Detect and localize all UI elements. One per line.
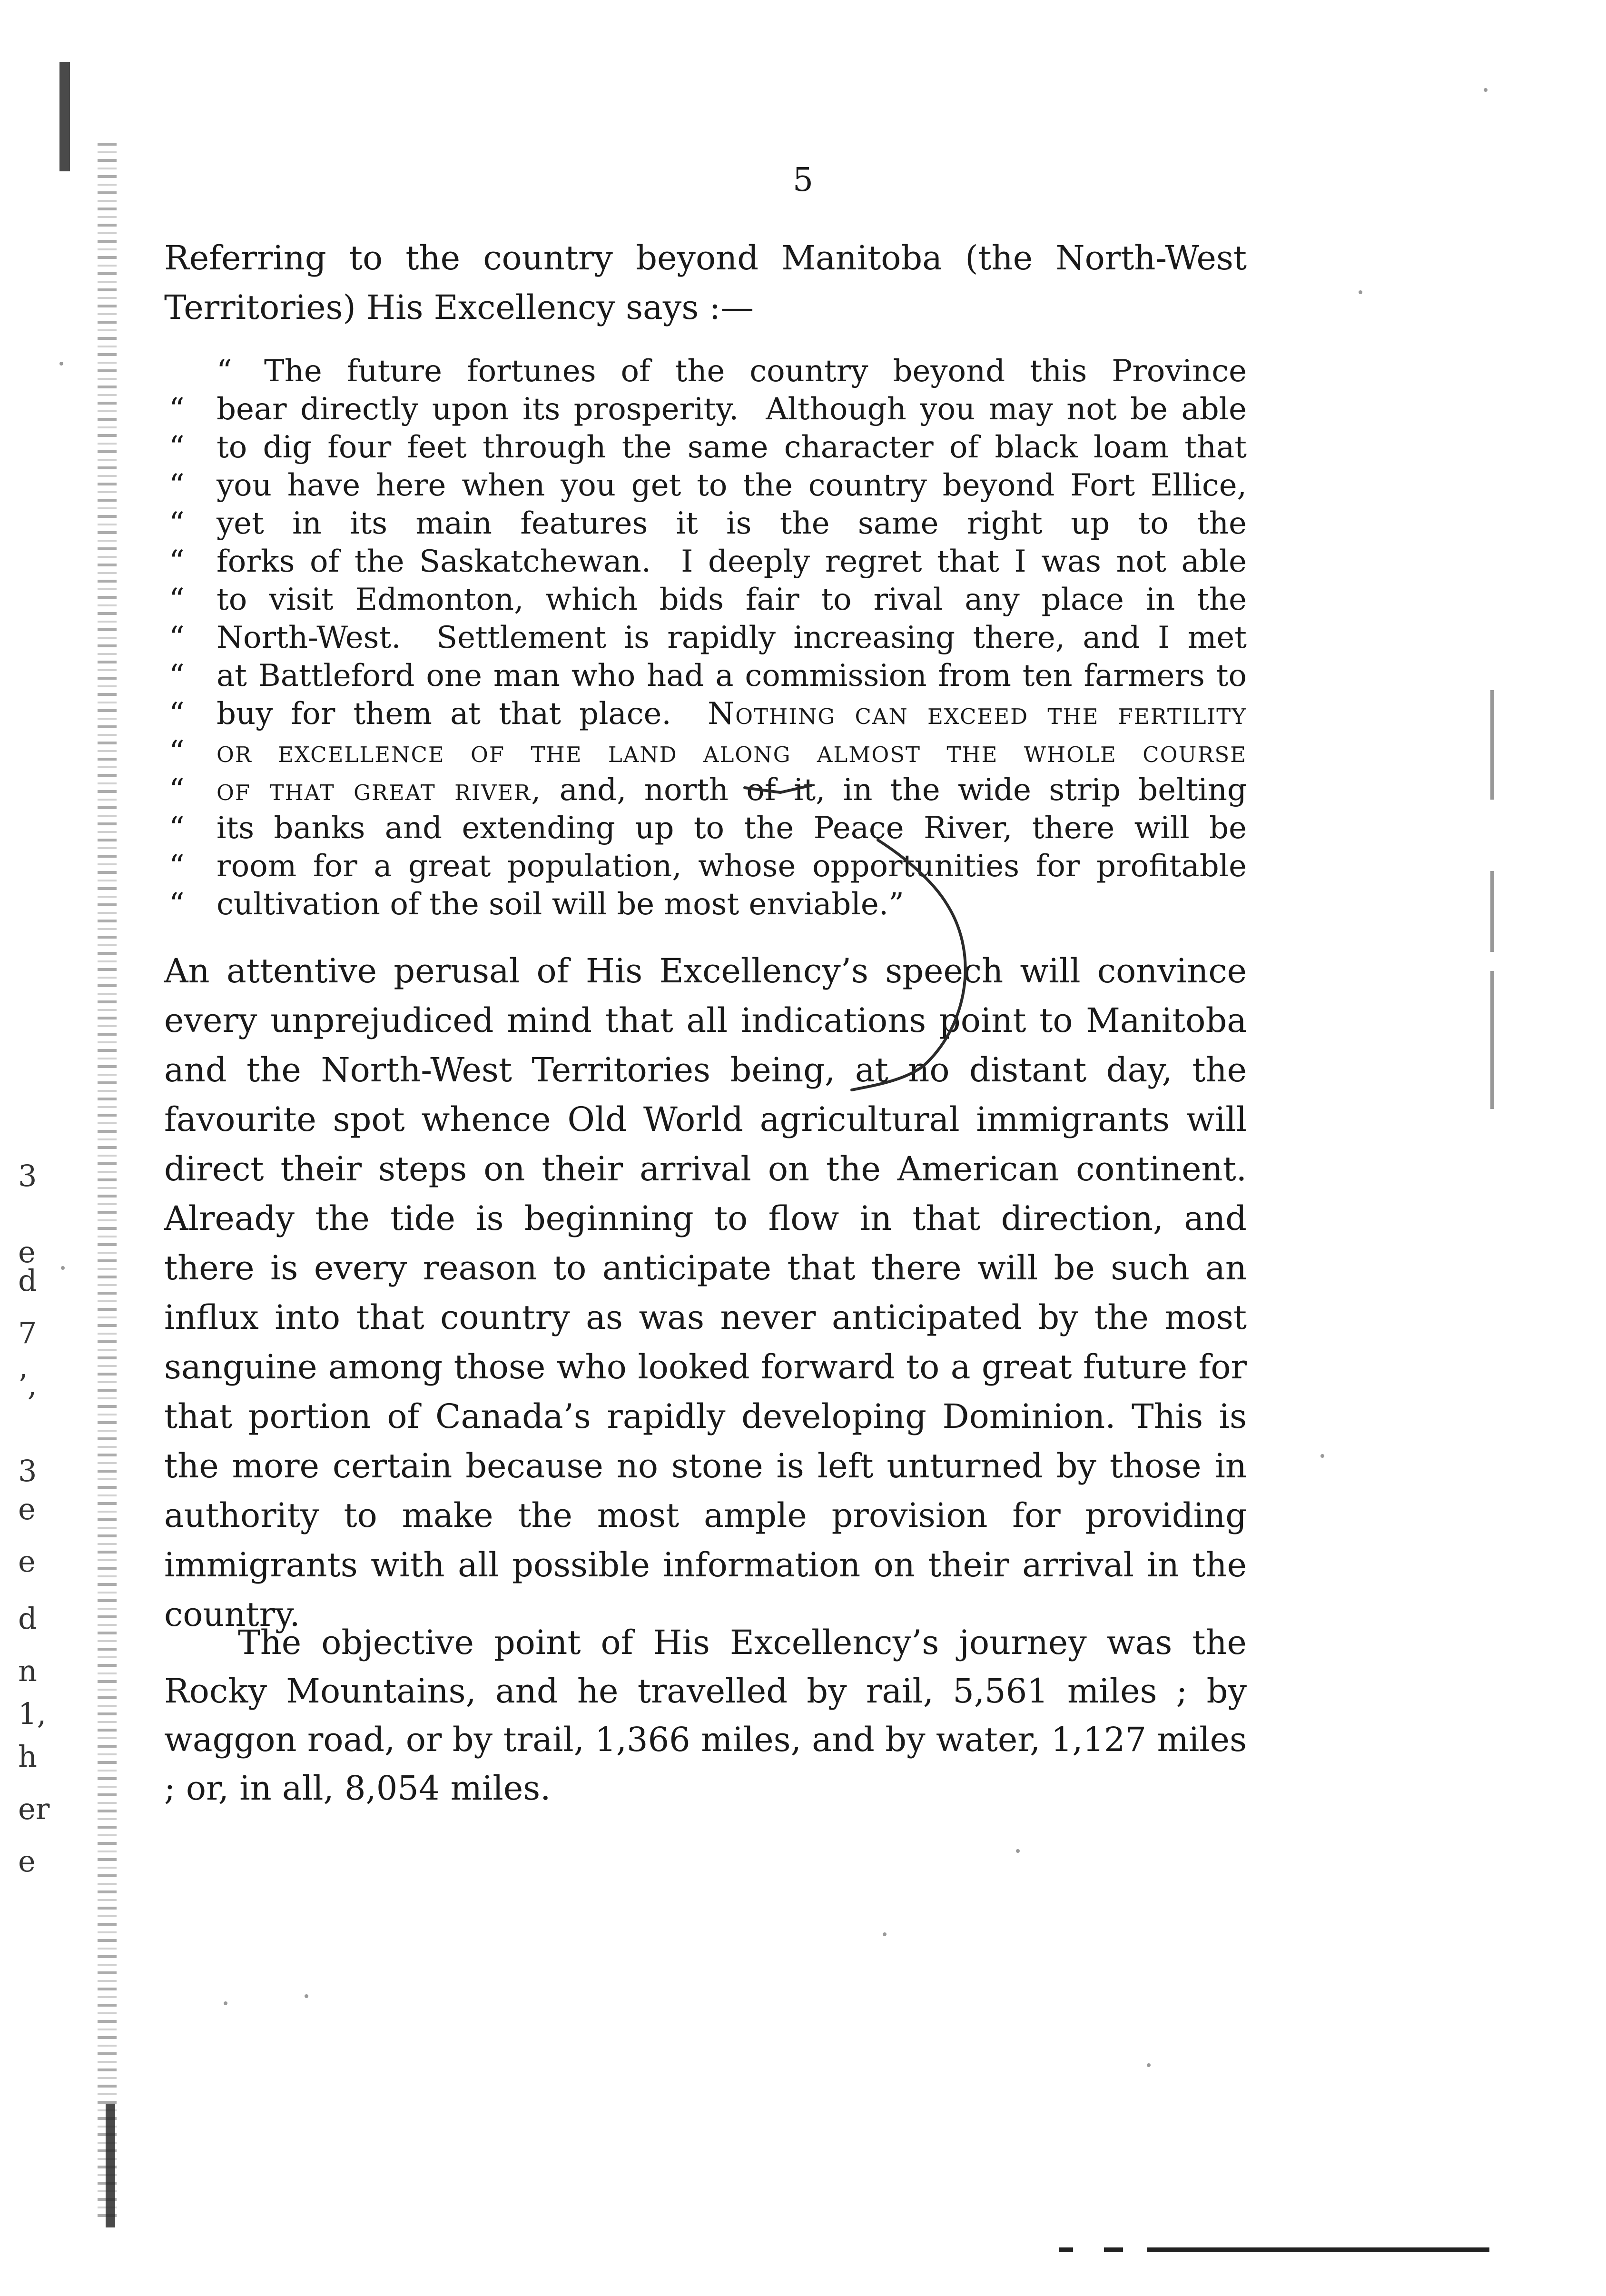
quote-line [169, 390, 1247, 428]
right-margin-mark [1490, 690, 1494, 800]
facing-page-letter: h [18, 1739, 37, 1774]
facing-page-letter: 7 [18, 1316, 37, 1350]
quote-text: cultivation of the soil will be most enviable.” [217, 887, 904, 922]
speck [305, 1994, 308, 1998]
small-caps-text: of that great river, [217, 772, 542, 808]
page-number: 5 [792, 161, 814, 199]
speck [1320, 1454, 1324, 1458]
quote-text: The future fortunes of the country beyond this Province [264, 354, 1247, 389]
binding-bleed-through [98, 143, 117, 2218]
speck [224, 2001, 227, 2005]
quote-line [169, 657, 1247, 695]
quote-mark: “ [169, 696, 185, 732]
small-caps-text: Nothing can exceed the fertility [708, 696, 1247, 732]
quote-line [169, 809, 1247, 847]
quote-text: you have here when you get to the country beyond Fort Ellice, [217, 468, 1247, 503]
quote-mark: “ [169, 468, 185, 503]
quote-mark: “ [169, 772, 185, 808]
facing-page-letter: 1, [18, 1696, 47, 1731]
quote-mark: “ [169, 582, 185, 617]
quote-line [169, 466, 1247, 505]
quote-mark: “ [217, 354, 232, 389]
facing-page-letter: 3 [18, 1158, 37, 1193]
quote-line [169, 847, 1247, 885]
facing-page-letter: d [18, 1263, 37, 1298]
bottom-rule [1147, 2247, 1489, 2252]
quote-line [169, 581, 1247, 619]
bottom-rule [1059, 2247, 1073, 2252]
quote-mark: “ [169, 887, 185, 922]
quote-line [169, 619, 1247, 657]
quote-line [169, 885, 1247, 923]
binding-shadow-bottom [106, 2104, 115, 2227]
quote-line [169, 771, 1247, 809]
facing-page-letter: er [18, 1791, 50, 1826]
quote-line [169, 505, 1247, 543]
journey-paragraph: The objective point of His Excellency’s journey was the Rocky Mountains, and he travelled by rail, 5,561 miles ; by waggon road, or by trail, 1,366 miles, and by water, 1,127 miles ; or, in all, 8,054 miles. [164, 1623, 1247, 1808]
facing-page-letter: 3 [18, 1454, 37, 1488]
quote-line [169, 428, 1247, 466]
speck [1016, 1849, 1020, 1853]
speck [1147, 2063, 1151, 2067]
quote-mark: “ [169, 430, 185, 465]
facing-page-letter: e [18, 1544, 36, 1579]
quote-line [169, 695, 1247, 733]
speck [61, 1266, 65, 1270]
quote-text: to dig four feet through the same character of black loam that [217, 430, 1247, 465]
binding-shadow-top [59, 62, 70, 171]
right-margin-mark [1490, 871, 1494, 952]
quote-mark: “ [169, 658, 185, 693]
quote-line [169, 733, 1247, 771]
quote-line [169, 352, 1247, 390]
small-caps-text: or excellence of the land along almost the whole course [217, 734, 1247, 770]
quote-text: yet in its main features it is the same right up to the [217, 506, 1247, 541]
quote-text: bear directly upon its prosperity. Although you may not be able [217, 392, 1247, 427]
quote-mark: “ [169, 506, 185, 541]
quote-mark: “ [169, 620, 185, 655]
facing-page-letter: ’, [18, 1368, 37, 1403]
quote-mark: “ [169, 392, 185, 427]
body-paragraph: An attentive perusal of His Excellency’s speech will convince every unprejudiced mind that all indications point to Manitoba and the North-West Territories being, at no distant day, the favourite spot whence Old World agricultural immigrants will direct their steps on their arrival on the American continent. Already the tide is beginning to flow in that direction, and there is every reason to anticipate that there will be such an influx into that country as was never anticipated by the most sanguine among those who looked forward to a great future for that portion of Canada’s rapidly developing Dominion. This is the more certain because no stone is left unturned by those in authority to make the most ample provision for providing immigrants with all possible information on their arrival in the country. [164, 951, 1247, 1634]
speck [883, 1932, 887, 1936]
facing-page-letter: e [18, 1235, 36, 1269]
facing-page-letter: d [18, 1601, 37, 1636]
quote-line [169, 543, 1247, 581]
speck [59, 362, 63, 366]
facing-page-letter: e [18, 1492, 36, 1526]
facing-page-letter: n [18, 1653, 37, 1688]
quote-mark: “ [169, 811, 185, 846]
right-margin-mark [1490, 971, 1494, 1109]
quote-text: North-West. Settlement is rapidly increasing there, and I met [217, 620, 1247, 655]
quote-text: its banks and extending up to the Peace River, there will be [217, 811, 1247, 846]
facing-page-letter: e [18, 1844, 36, 1879]
quote-text: at Battleford one man who had a commission from ten farmers to [217, 658, 1247, 693]
quoted-speech [169, 352, 1247, 923]
quote-text: buy for them at that place. [217, 696, 708, 732]
quote-text: to visit Edmonton, which bids fair to rival any place in the [217, 582, 1247, 617]
quote-text: room for a great population, whose opportunities for profitable [217, 849, 1247, 884]
quote-text: forks of the Saskatchewan. I deeply regret that I was not able [217, 544, 1247, 579]
quote-text: and, north of it, in the wide strip belting [542, 772, 1247, 808]
quote-mark: “ [169, 544, 185, 579]
speck [1359, 290, 1362, 294]
intro-paragraph: Referring to the country beyond Manitoba (the North-West Territories) His Excellency says :— [164, 238, 1247, 327]
speck [1484, 88, 1488, 92]
bottom-rule [1104, 2247, 1123, 2252]
quote-mark: “ [169, 849, 185, 884]
quote-mark: “ [169, 734, 185, 770]
